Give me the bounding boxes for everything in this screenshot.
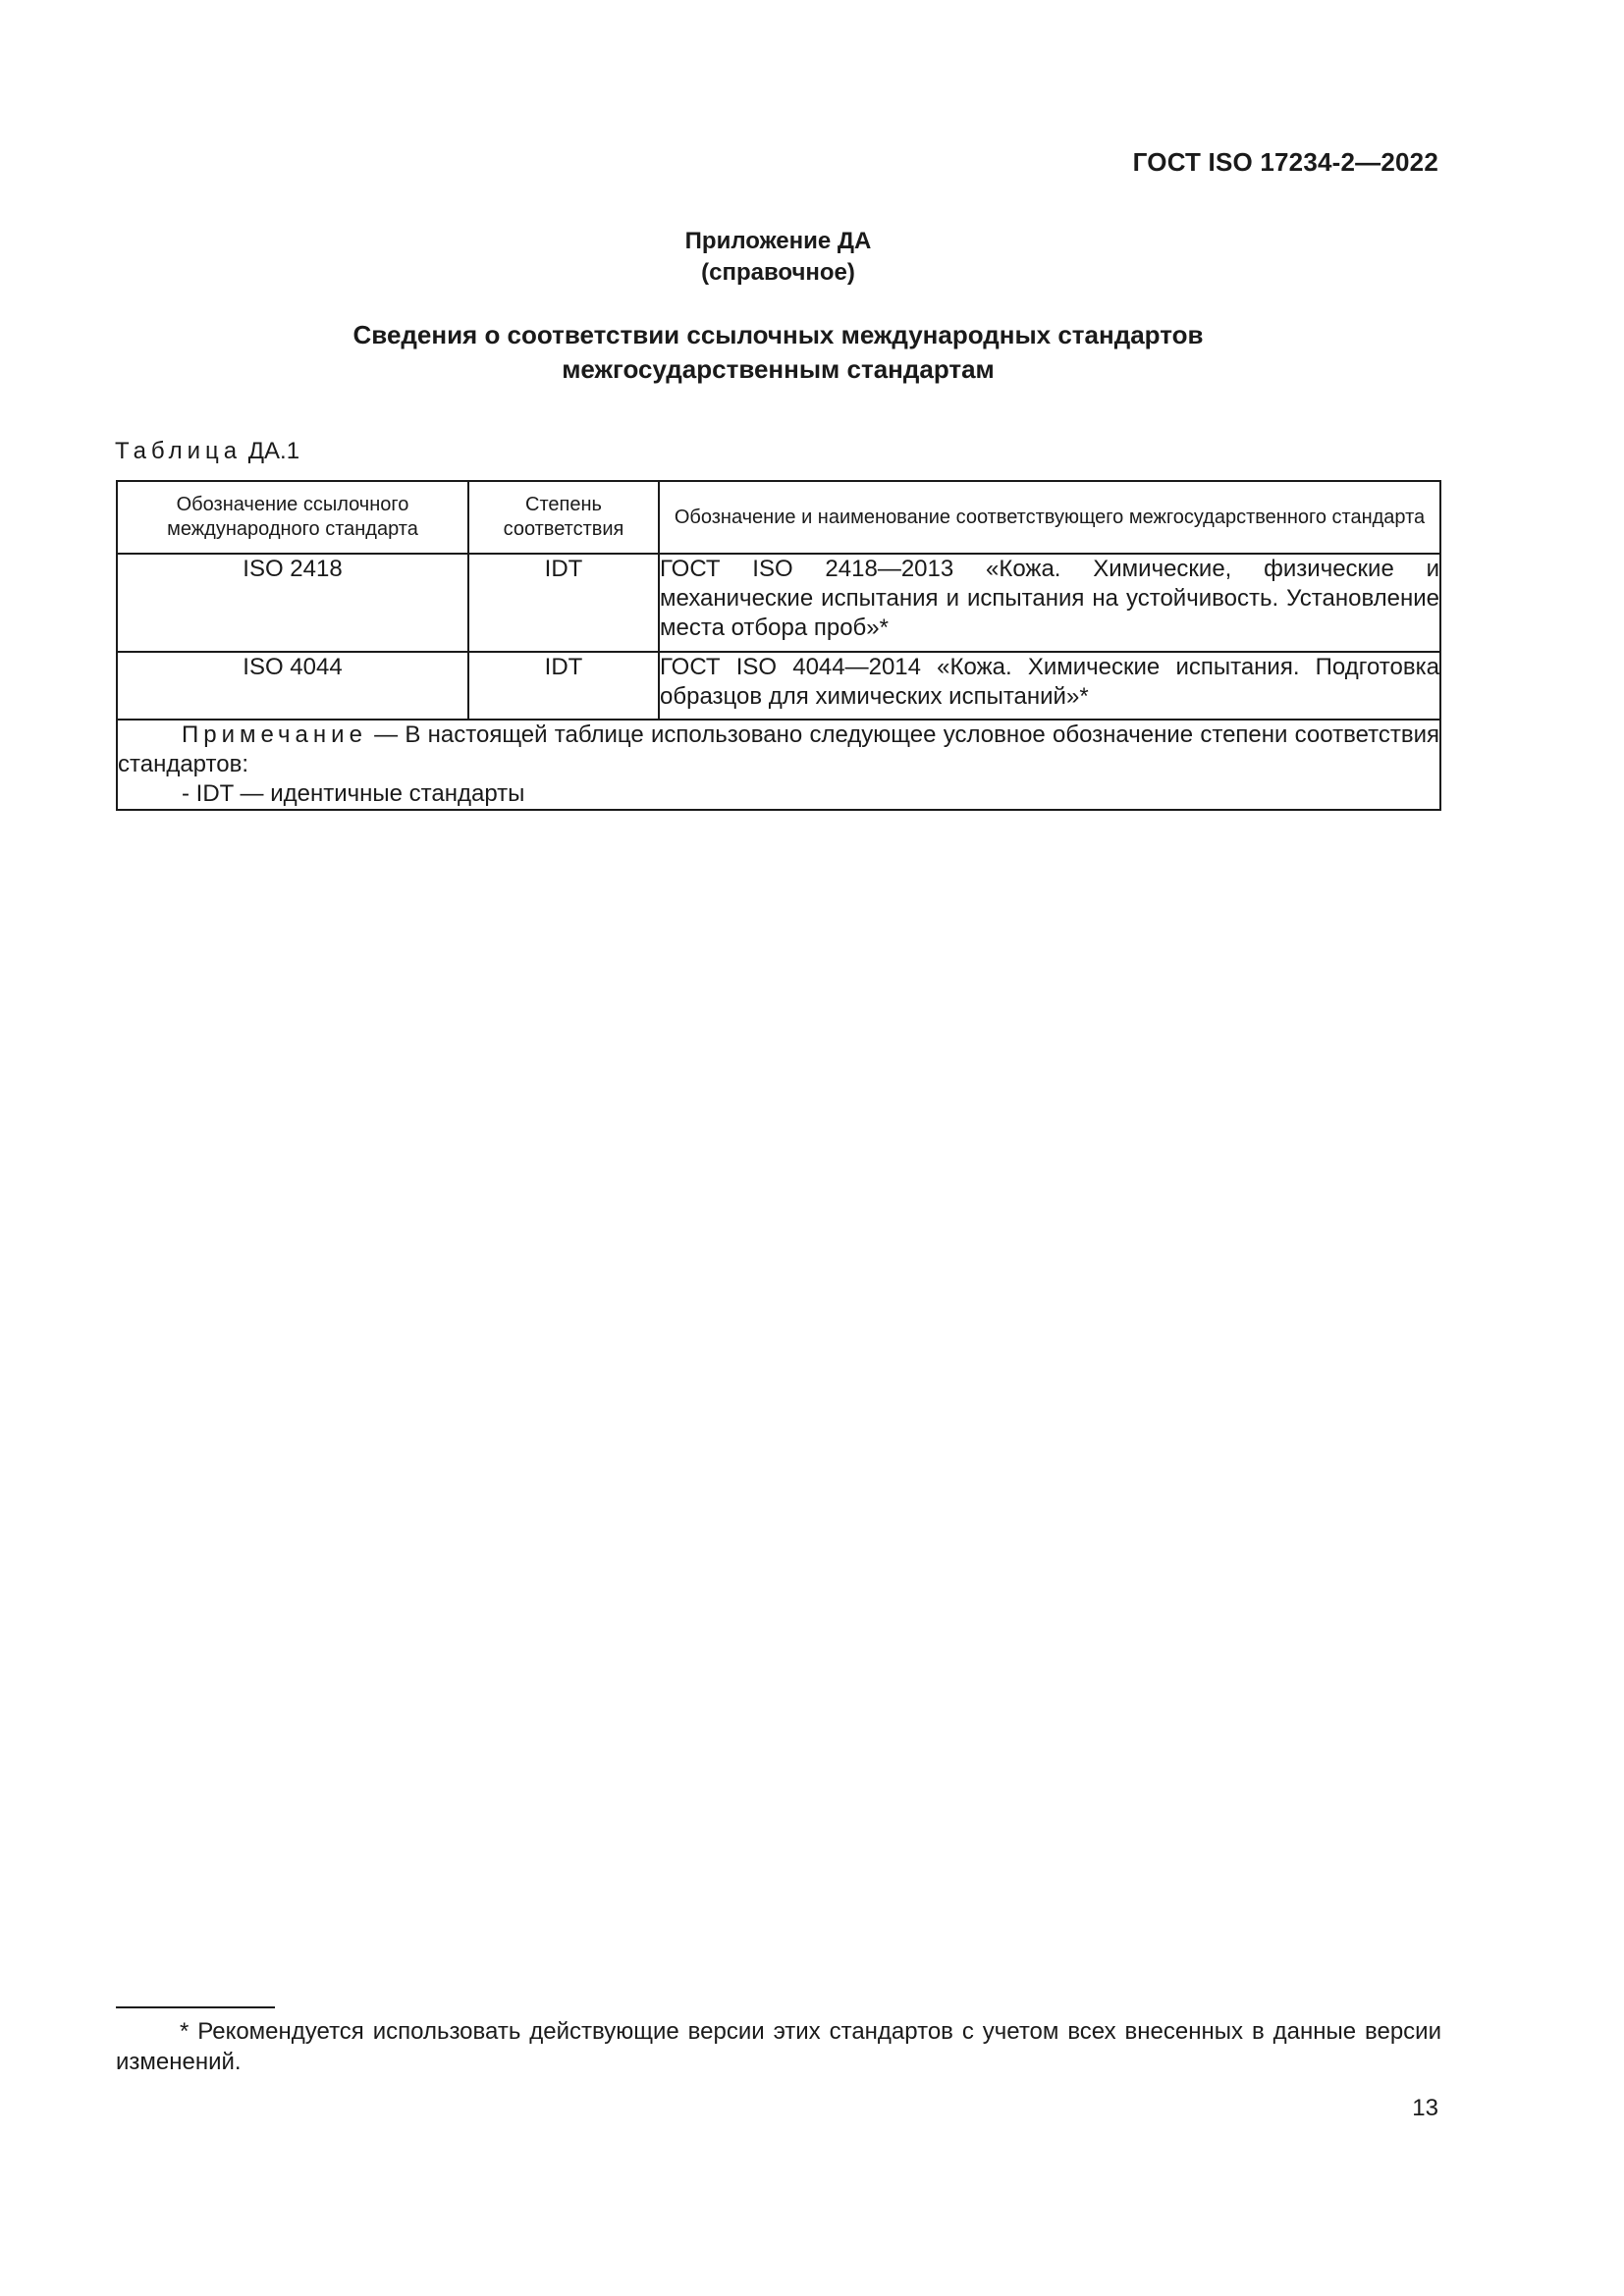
cell-national-standard: ГОСТ ISO 2418—2013 «Кожа. Химические, физические и механические испытания и испытания на устойчивость. Установление места отбора проб»*: [659, 554, 1440, 652]
appendix-heading: [0, 226, 1556, 289]
table-row: [117, 652, 1440, 720]
cell-intl-standard: ISO 4044: [117, 652, 468, 720]
standards-table: [116, 480, 1441, 811]
note-label: Примечание: [182, 721, 367, 748]
table-note: [117, 720, 1440, 810]
appendix-title-line1: Сведения о соответствии ссылочных международных стандартов: [352, 320, 1204, 349]
footnote: [116, 2016, 1441, 2077]
column-header-national: Обозначение и наименование соответствующего межгосударственного стандарта: [659, 481, 1440, 554]
table-caption-number: ДА.1: [247, 438, 300, 464]
appendix-title: [0, 318, 1556, 387]
cell-intl-standard: ISO 2418: [117, 554, 468, 652]
table-caption: [115, 438, 299, 465]
cell-degree: IDT: [468, 652, 659, 720]
note-text: [118, 721, 1439, 779]
note-item: - IDT — идентичные стандарты: [182, 780, 525, 807]
appendix-name: Приложение ДА: [684, 228, 872, 254]
table-row: [117, 554, 1440, 652]
note-body: — В настоящей таблице использовано следующее условное обозначение степени соответствия стандартов:: [118, 721, 1439, 777]
footnote-divider: [116, 2006, 275, 2008]
table-caption-word: Таблица: [115, 438, 243, 464]
table-note-row: [117, 720, 1440, 810]
page-number: 13: [1412, 2095, 1438, 2121]
cell-national-standard: ГОСТ ISO 4044—2014 «Кожа. Химические испытания. Подготовка образцов для химических испытаний»*: [659, 652, 1440, 720]
cell-degree: IDT: [468, 554, 659, 652]
column-header-intl: Обозначение ссылочного международного стандарта: [117, 481, 468, 554]
appendix-title-line2: межгосударственным стандартам: [562, 354, 995, 384]
appendix-type: (справочное): [701, 259, 855, 286]
column-header-degree: Степень соответствия: [468, 481, 659, 554]
table-header-row: [117, 481, 1440, 554]
document-code: ГОСТ ISO 17234-2—2022: [1132, 147, 1438, 177]
footnote-text: * Рекомендуется использовать действующие версии этих стандартов с учетом всех внесенных в данные версии изменений.: [116, 2018, 1441, 2075]
